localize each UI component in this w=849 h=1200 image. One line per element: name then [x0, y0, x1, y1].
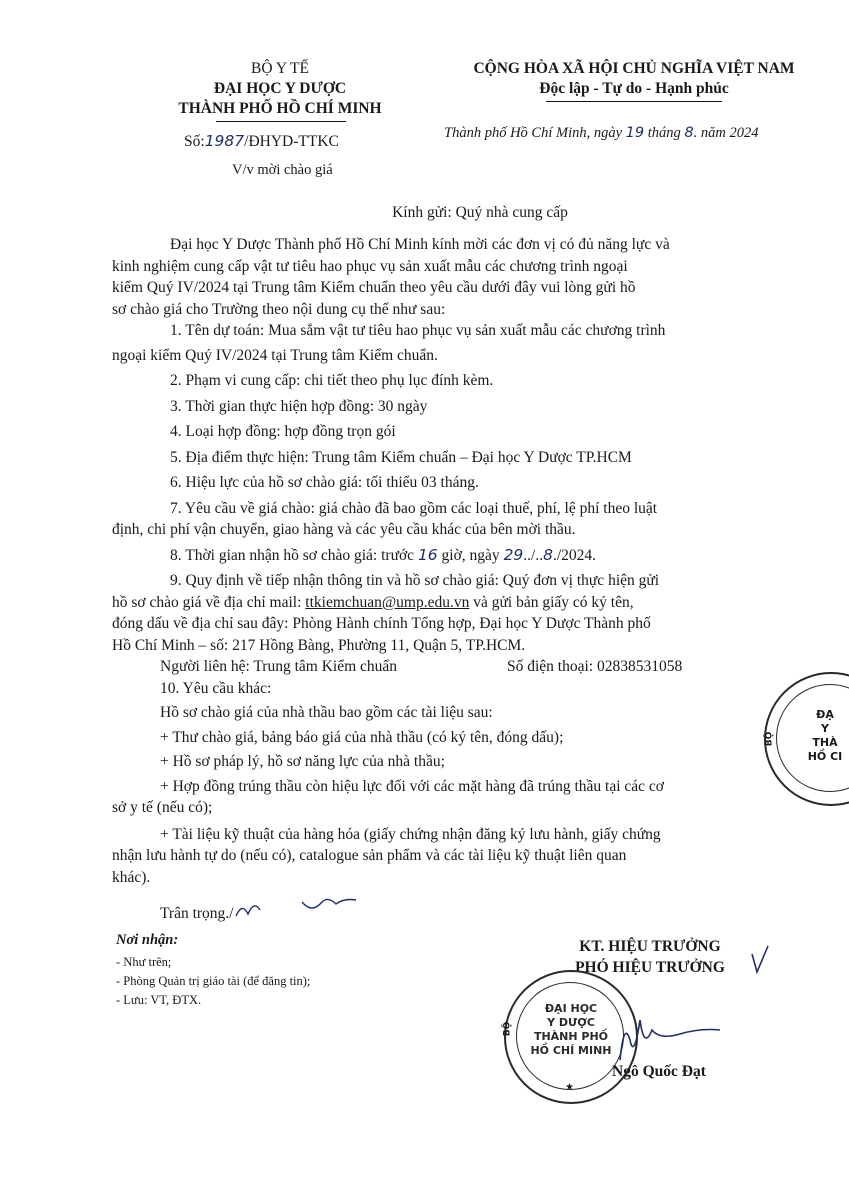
item-3: 3. Thời gian thực hiện hợp đồng: 30 ngày: [170, 397, 428, 415]
university-name-line2: THÀNH PHỐ HỒ CHÍ MINH: [178, 100, 382, 117]
header-left-divider: [216, 121, 346, 122]
issue-date-prefix: Thành phố Hồ Chí Minh, ngày: [444, 125, 623, 141]
issue-date-day: 19: [625, 125, 645, 141]
signature-title-1: KT. HIỆU TRƯỞNG: [579, 938, 721, 955]
issue-date-month: 8: [684, 125, 694, 141]
intro-line: Đại học Y Dược Thành phố Hồ Chí Minh kính mời các đơn vị có đủ năng lực và: [170, 236, 670, 253]
contact-phone: Số điện thoại: 02838531058: [507, 658, 683, 675]
official-stamp-star-icon: ★: [565, 1082, 574, 1093]
item-5: 5. Địa điểm thực hiện: Trung tâm Kiểm chuẩn – Đại học Y Dược TP.HCM: [170, 448, 632, 466]
official-stamp-line: ĐẠI HỌC: [544, 1002, 598, 1015]
issue-date-month-label: tháng: [647, 125, 681, 141]
item-9-line1: 9. Quy định về tiếp nhận thông tin và hồ sơ chào giá: Quý đơn vị thực hiện gửi: [170, 572, 660, 589]
item-7-line: 7. Yêu cầu về giá chào: giá chào đã bao gồm các loại thuế, phí, lệ phí theo luật: [170, 499, 658, 517]
item-2: 2. Phạm vi cung cấp: chi tiết theo phụ lục đính kèm.: [170, 372, 494, 389]
edge-stamp-side-text: BỘ: [764, 731, 775, 747]
item-9-line2: [112, 592, 772, 614]
edge-stamp-line: THÀ: [812, 736, 838, 749]
item-1-line: 1. Tên dự toán: Mua sắm vật tư tiêu hao phục vụ sản xuất mẫu các chương trình: [170, 322, 666, 339]
dossier-bullet-3-line: sở y tế (nếu có);: [112, 799, 213, 816]
document-number: [184, 132, 339, 151]
national-motto: Độc lập - Tự do - Hạnh phúc: [539, 80, 729, 97]
items-section: [112, 320, 775, 888]
item-8-year: /2024.: [556, 546, 597, 564]
item-6: 6. Hiệu lực của hồ sơ chào giá: tối thiểu 03 tháng.: [170, 474, 479, 491]
dossier-bullet-2: + Hồ sơ pháp lý, hồ sơ năng lực của nhà thầu;: [160, 753, 445, 770]
dossier-intro: Hồ sơ chào giá của nhà thầu bao gồm các tài liệu sau:: [160, 704, 493, 721]
issue-date-year: năm 2024: [700, 125, 759, 141]
recipients-list: [116, 953, 310, 1010]
dossier-bullet-3-line: + Hợp đồng trúng thầu còn hiệu lực đối với các mặt hàng đã trúng thầu tại các cơ: [160, 777, 664, 795]
header-right-divider: [546, 101, 722, 102]
item-8: 8. Thời gian nhận hồ sơ chào giá: trước 16 giờ, ngày 29../..8./2024.: [170, 545, 597, 564]
intro-line: kinh nghiệm cung cấp vật tư tiêu hao phục vụ sản xuất mẫu các chương trình ngoại: [112, 257, 628, 275]
intro-paragraph: [112, 234, 758, 320]
initials-mark: [232, 892, 362, 922]
dossier-bullet-4-line: khác).: [112, 868, 151, 886]
document-number-handwritten: 1987: [204, 132, 245, 150]
item-7-line: định, chi phí vận chuyển, giao hàng và các yêu cầu khác của bên mời thầu.: [112, 521, 576, 538]
recipient-item: - Phòng Quản trị giáo tài (để đăng tin);: [116, 974, 311, 988]
ministry-name: BỘ Y TẾ: [251, 60, 309, 77]
dossier-bullet-4-line: + Tài liệu kỹ thuật của hàng hóa (giấy chứng nhận đăng ký lưu hành, giấy chứng: [160, 825, 661, 843]
official-stamp-line: Y DƯỢC: [547, 1016, 595, 1029]
item-9-line3: đóng dấu về địa chỉ sau đây: Phòng Hành chính Tổng hợp, Đại học Y Dược Thành phố: [112, 615, 651, 632]
official-stamp-line: HỒ CHÍ MINH: [530, 1044, 612, 1057]
edge-stamp: [764, 672, 849, 806]
dossier-bullet-4-line: nhận lưu hành tự do (nếu có), catalogue sản phẩm và các tài liệu kỹ thuật liên quan: [112, 847, 627, 864]
signature-title-2: PHÓ HIỆU TRƯỞNG: [575, 959, 725, 976]
intro-line: sơ chào giá cho Trường theo nội dung cụ thể như sau:: [112, 300, 446, 318]
item-8-mid: giờ, ngày: [441, 546, 500, 564]
closing: Trân trọng./: [160, 905, 234, 922]
item-10: 10. Yêu cầu khác:: [160, 679, 272, 697]
recipient-item: - Như trên;: [116, 955, 172, 969]
issue-date: Thành phố Hồ Chí Minh, ngày 19 tháng 8. năm 2024: [444, 125, 759, 141]
document-number-prefix: Số:: [184, 133, 205, 150]
edge-stamp-line: Y: [821, 722, 829, 735]
signer-name: Ngô Quốc Đạt: [612, 1063, 706, 1080]
edge-stamp-line: ĐẠ: [816, 708, 834, 721]
edge-stamp-line: HỒ CI: [807, 750, 843, 763]
item-8-sep: /: [531, 546, 536, 564]
edge-stamp-text: [790, 708, 849, 764]
document-number-suffix: /ĐHYD-TTKC: [244, 133, 339, 150]
approval-tick-icon: [748, 944, 772, 976]
university-name-line1: ĐẠI HỌC Y DƯỢC: [213, 80, 347, 97]
intro-line: kiểm Quý IV/2024 tại Trung tâm Kiểm chuẩn theo yêu cầu dưới đây vui lòng gửi hồ: [112, 279, 636, 296]
item-4: 4. Loại hợp đồng: hợp đồng trọn gói: [170, 423, 396, 440]
nation-title: CỘNG HÒA XÃ HỘI CHỦ NGHĨA VIỆT NAM: [473, 60, 795, 77]
item-1-line: ngoại kiểm Quý IV/2024 tại Trung tâm Kiểm chuẩn.: [112, 346, 438, 364]
subject-line: V/v mời chào giá: [232, 162, 333, 178]
recipient-item: - Lưu: VT, ĐTX.: [116, 993, 202, 1007]
item-8-day: 29: [503, 545, 524, 564]
contact-row: [112, 656, 772, 678]
item-8-prefix: 8. Thời gian nhận hồ sơ chào giá: trước: [170, 546, 415, 564]
official-stamp-line: THÀNH PHỐ: [533, 1030, 609, 1043]
official-stamp-side-text: BỘ: [502, 1021, 513, 1037]
item-8-month: 8: [543, 545, 553, 564]
item-9-line2-prefix: hồ sơ chào giá về địa chỉ mail:: [112, 593, 302, 611]
item-8-hour: 16: [417, 545, 438, 564]
dossier-bullet-1: + Thư chào giá, bảng báo giá của nhà thầu (có ký tên, đóng dấu);: [160, 728, 564, 746]
recipients-title: Nơi nhận:: [116, 932, 179, 948]
greeting: Kính gửi: Quý nhà cung cấp: [392, 204, 568, 221]
contact-email-link[interactable]: ttkiemchuan@ump.edu.vn: [305, 593, 470, 611]
item-9-line4: Hồ Chí Minh – số: 217 Hồng Bàng, Phường 11, Quận 5, TP.HCM.: [112, 636, 526, 654]
contact-person: Người liên hệ: Trung tâm Kiểm chuẩn: [160, 658, 398, 675]
item-9-line2-suffix: và gửi bản giấy có ký tên,: [473, 593, 634, 611]
